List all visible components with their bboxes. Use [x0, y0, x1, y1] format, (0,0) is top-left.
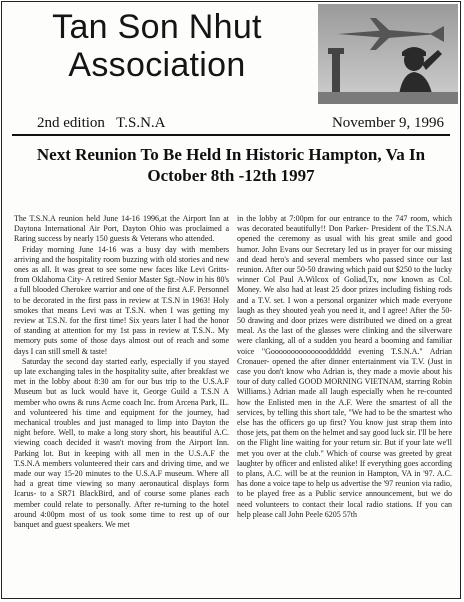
- masthead: [2, 8, 312, 84]
- header-divider: [12, 134, 450, 136]
- edition-info: [37, 114, 165, 132]
- article-column-left: [14, 214, 229, 598]
- salute-photo: [318, 4, 458, 104]
- article-column-right: [237, 214, 452, 598]
- newsletter-page: [1, 1, 461, 599]
- masthead-title-line2: Association: [68, 46, 246, 84]
- headline-line2: October 8th -12th 1997: [147, 166, 315, 185]
- article-paragraph: in the lobby at 7:00pm for our entrance to the 747 room, which was decorated beautifully!! Don Parker- President of the T.S.N.A opened the ceremony as usual with his great smile and good humor. John Evans our Secretary led us in prayer for our missing and dead hero's and several members who passed since our last reunion. After our 50-50 drawing which paid out $250 to the lucky winner Col Paul A.Wilcox of Goliad,Tx, now known as Col. Money. We also had at least 25 door prizes including fishing rods and a T.V. set. I won a personal organizer which made everyone laugh as they shouted yeah you need it, and I agree! After the 50-50 drawing and door prizes were distributed we dined on a great meal. As the last of the glasses were clinking and the silverware were clanking, all of a sudden you heard a booming and familiar voice "Goooooooooooooodddddd evening T.S.N.A." Adrian Cronauer- opened the after dinner entertainment via T.V. (Just in case you don't know who Adrian is, they made a movie about his tour of duty called GOOD MORNING VIETNAM, starring Robin Williams.) Adrian made all laugh especially when he re-counted how the Enlisted men in the A.F. Were the smartest of all the services, by telling this short tale, "We had to be the smartest who else has the officers go up first? You know just strap them into those jets, pat them on the helmet and say good luck sir. I'll be here on the Flight line waiting for your return sir. But if your late we'll met you over at the club." Which of course was greeted by great laughter by officer and enlisted alike! If everything goes according to plans, A.C. will be at the reunion in Hampton, VA in '97. A.C. has done a voice tape to help us advertise the '97 reunion via radio, to be played free as a Public service announcement, but we do need volunteers to contact their local radio stations. If you can help please call John Peele 6205 57th: [237, 214, 452, 519]
- headline: [12, 144, 450, 186]
- masthead-title-line1: Tan Son Nhut: [52, 8, 262, 46]
- edition-date: November 9, 1996: [331, 115, 444, 131]
- article-paragraph: Friday morning June 14-16 was a busy day with members arriving and the hospitality room buzzing with old stories and new ones as all. It was great to see some new faces like Levi Gritts-from Oklahoma City- A retired Senior Master Sgt.-Now in his 80's a full blooded Cherokee warrior and one of the first A.F. Personnel to be decorated in the first pass in review at T.S.N in 1963! Holy smokes that means Levi was at T.S.N. when I was getting my review at T.S.N. for the first time! Six years later I had the honor of standing at attention for my 1st pass in review at T.S.N.. My memory puts some of those days almost out of reach and some days I can still smell & taste!: [14, 244, 229, 356]
- article-body: [14, 214, 452, 598]
- article-paragraph: The T.S.N.A reunion held June 14-16 1996,at the Airport Inn at Daytona International Air Port, Dayton Ohio was proclaimed a Raring success by nearly 150 guests & Veterans who attended.: [14, 214, 229, 244]
- edition-org: T.S.N.A: [116, 115, 166, 131]
- article-paragraph: Saturday the second day started early, especially if you stayed up late exchanging tales in the hospitality suite, after breakfast we met in the lobby about 8:30 am for our bus trip to the U.S.A.F Museum but as luck would have it, George Guild a T.S.N A member who owns & runs Acme coach Inc. from Arcena Park, IL. and volunteered his time and equipment for the journey, had mechanical troubles and just managed to limp into Dayton the night before. Well, to make a long story short, his beautiful A.C. viewing coach decided it wasn't moving from the Airport Inn. Parking lot. But in keeping with all men in the U.S.A.F the T.S.N.A members volunteered their cars and driving time, and we made our way 15-20 minutes to the U.S.A.F museum. Where all had a great time viewing so many aeronautical displays form Icarus- to a SR71 BlackBird, and of course some planes each member could relate to personally. After re-turning to the hotel around 4:00pm most of us took some time to rest up of our banquet and guest speakers. We met: [14, 356, 229, 530]
- headline-line1: Next Reunion To Be Held In Historic Hampton, Va In: [36, 145, 426, 164]
- edition-label: 2nd edition: [37, 115, 105, 131]
